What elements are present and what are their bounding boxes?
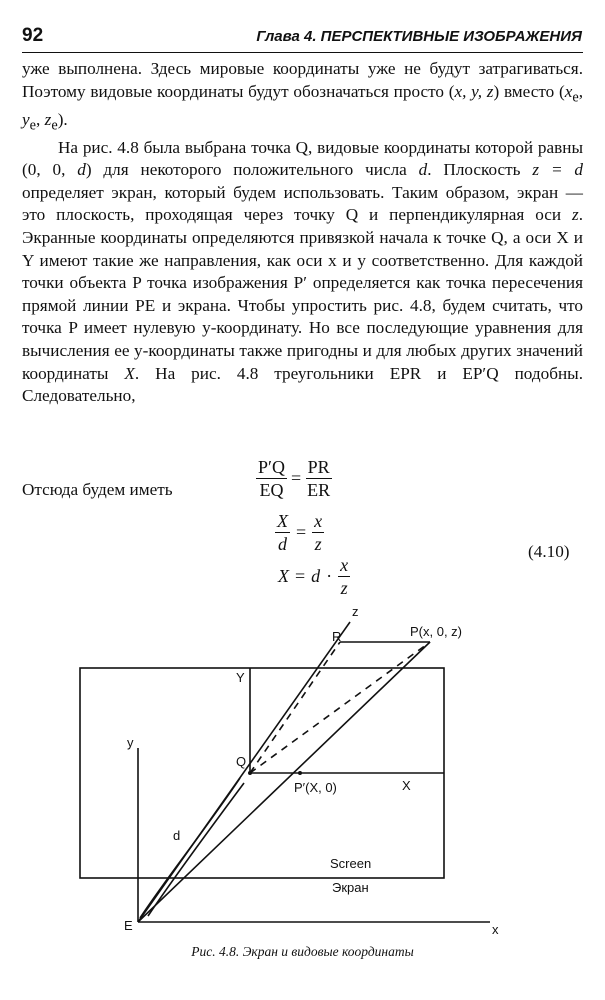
label-x: x bbox=[492, 922, 499, 937]
equation-result: X = d · $\frac{x}{z}$ bbox=[278, 555, 349, 598]
dashed-QR bbox=[250, 642, 340, 773]
figure-caption: Рис. 4.8. Экран и видовые координаты bbox=[191, 944, 414, 959]
label-E: E bbox=[124, 918, 133, 933]
equation-intro: Отсюда будем иметь bbox=[22, 480, 173, 499]
label-d: d bbox=[173, 828, 181, 843]
page-number: 92 bbox=[22, 25, 44, 46]
label-P: P(x, 0, z) bbox=[410, 624, 463, 639]
header-rule bbox=[22, 52, 583, 53]
label-screen-ru: Экран bbox=[332, 880, 369, 895]
label-X: X bbox=[402, 778, 411, 793]
paragraph-2: На рис. 4.8 была выбрана точка Q, видовые координаты которой равны (0, 0, d) для некоторого положительного числа d. Плоскость z = d определяет экран, который будем использовать. Таким образом, экран — это плоскость, проходящая через точку Q и перпендикулярная оси z. Экранные координаты определяются привязкой начала к точке Q, а оси X и Y имеют такие же направления, как оси x и y соответственно. Для каждой точки объекта P точка изображения P′ определяется как точка пересечения прямой линии PE и экрана. Чтобы упростить рис. 4.8, будем считать, что точка P имеет нулевую y-координату. Но все последующие уравнения для вычисления ее y-координаты также пригодны и для любых других значений координаты X. На рис. 4.8 треугольники EPR и EP′Q подобны. Следовательно, bbox=[22, 137, 583, 406]
equation-number: (4.10) bbox=[528, 542, 570, 561]
fraction-left: $\frac{P'Q}{EQ}$ bbox=[258, 457, 285, 500]
brace-d bbox=[148, 783, 244, 916]
label-screen: Screen bbox=[330, 856, 372, 871]
line-EQ bbox=[140, 778, 240, 918]
label-R: R bbox=[332, 629, 342, 644]
point-Q bbox=[248, 771, 252, 775]
dashed-PprimeP bbox=[250, 642, 430, 773]
chapter-title: Глава 4. ПЕРСПЕКТИВНЫЕ ИЗОБРАЖЕНИЯ bbox=[256, 28, 582, 45]
point-Pprime bbox=[298, 771, 302, 775]
label-z: z bbox=[352, 604, 359, 619]
figure-4-8 bbox=[0, 600, 605, 940]
equation-ratio: $\frac{X}{d}$ = $\frac{x}{z}$ bbox=[277, 511, 323, 554]
label-Pprime: P′(X, 0) bbox=[294, 780, 337, 795]
line-EP bbox=[138, 642, 430, 922]
label-Q: Q bbox=[236, 754, 247, 769]
label-Y: Y bbox=[236, 670, 245, 685]
body-text bbox=[22, 58, 583, 408]
fraction-right: $\frac{PR}{ER}$ bbox=[307, 457, 331, 500]
label-y: y bbox=[127, 735, 134, 750]
page-header bbox=[22, 22, 582, 52]
paragraph-1: уже выполнена. Здесь мировые координаты уже не будут затрагиваться. Поэтому видовые координаты будут обозначаться просто (x, y, z) вместо ($x_e$, $y_e$, $z_e$). bbox=[22, 59, 583, 134]
equation-similar-triangles: $\frac{P'Q}{EQ}$ = $\frac{PR}{ER}$ bbox=[258, 457, 331, 500]
